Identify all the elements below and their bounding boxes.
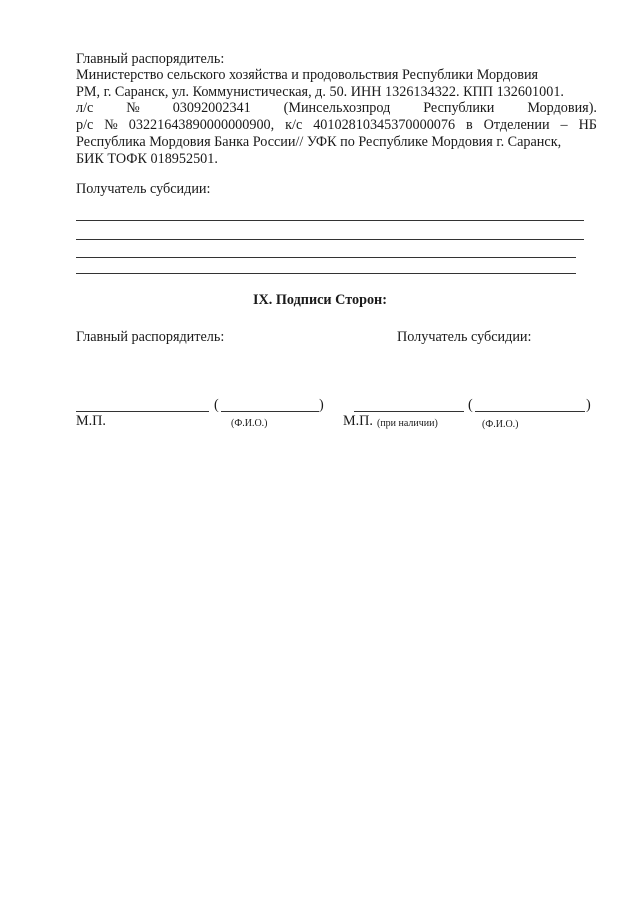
fio-caption-left: (Ф.И.О.) [231,418,268,429]
account-word: (Минсельхозпрод [283,100,391,116]
recipient-fill-line [76,239,584,240]
paren-open: ( [468,397,473,413]
account-line [76,99,597,117]
fio-line-right [475,411,585,412]
section-heading: IX. Подписи Сторон: [253,292,387,308]
bik-line: БИК ТОФК 018952501. [76,151,218,167]
account-word: л/с [76,100,94,116]
recipient-fill-line [76,273,576,274]
bank-word: – [560,117,568,133]
bank-word: 03221643890000000900, [128,117,275,133]
paren-close: ) [586,397,591,413]
sig-right-label: Получатель субсидии: [397,329,532,345]
recipient-label: Получатель субсидии: [76,181,211,197]
account-word: Республики [423,100,495,116]
stamp-left: М.П. [76,413,106,429]
account-word: 03092002341 [172,100,251,116]
fio-line-left [221,411,319,412]
stamp-right: М.П. [343,413,373,429]
sig-left-label: Главный распорядитель: [76,329,225,345]
org-address: РМ, г. Саранск, ул. Коммунистическая, д. 50. ИНН 1326134322. КПП 132601001. [76,84,564,100]
bank-word: к/с [285,117,303,133]
org-name: Министерство сельского хозяйства и продовольствия Республики Мордовия [76,67,539,83]
bank-line-2: Республика Мордовия Банка России// УФК по Республике Мордовия г. Саранск, [76,134,562,150]
stamp-note: (при наличии) [377,418,438,429]
bank-word: № [104,117,118,133]
fio-caption-right: (Ф.И.О.) [482,419,519,430]
recipient-fill-line [76,257,576,258]
bank-word: НБ [578,117,597,133]
bank-word: в [466,117,473,133]
account-word: Мордовия). [527,100,597,116]
main-distributor-label: Главный распорядитель: [76,51,225,67]
bank-word: Отделении [483,117,550,133]
account-word: № [126,100,140,116]
paren-open: ( [214,397,219,413]
bank-word: р/с [76,117,94,133]
bank-word: 40102810345370000076 [313,117,456,133]
paren-close: ) [319,397,324,413]
bank-line [76,116,597,134]
recipient-fill-line [76,220,584,221]
